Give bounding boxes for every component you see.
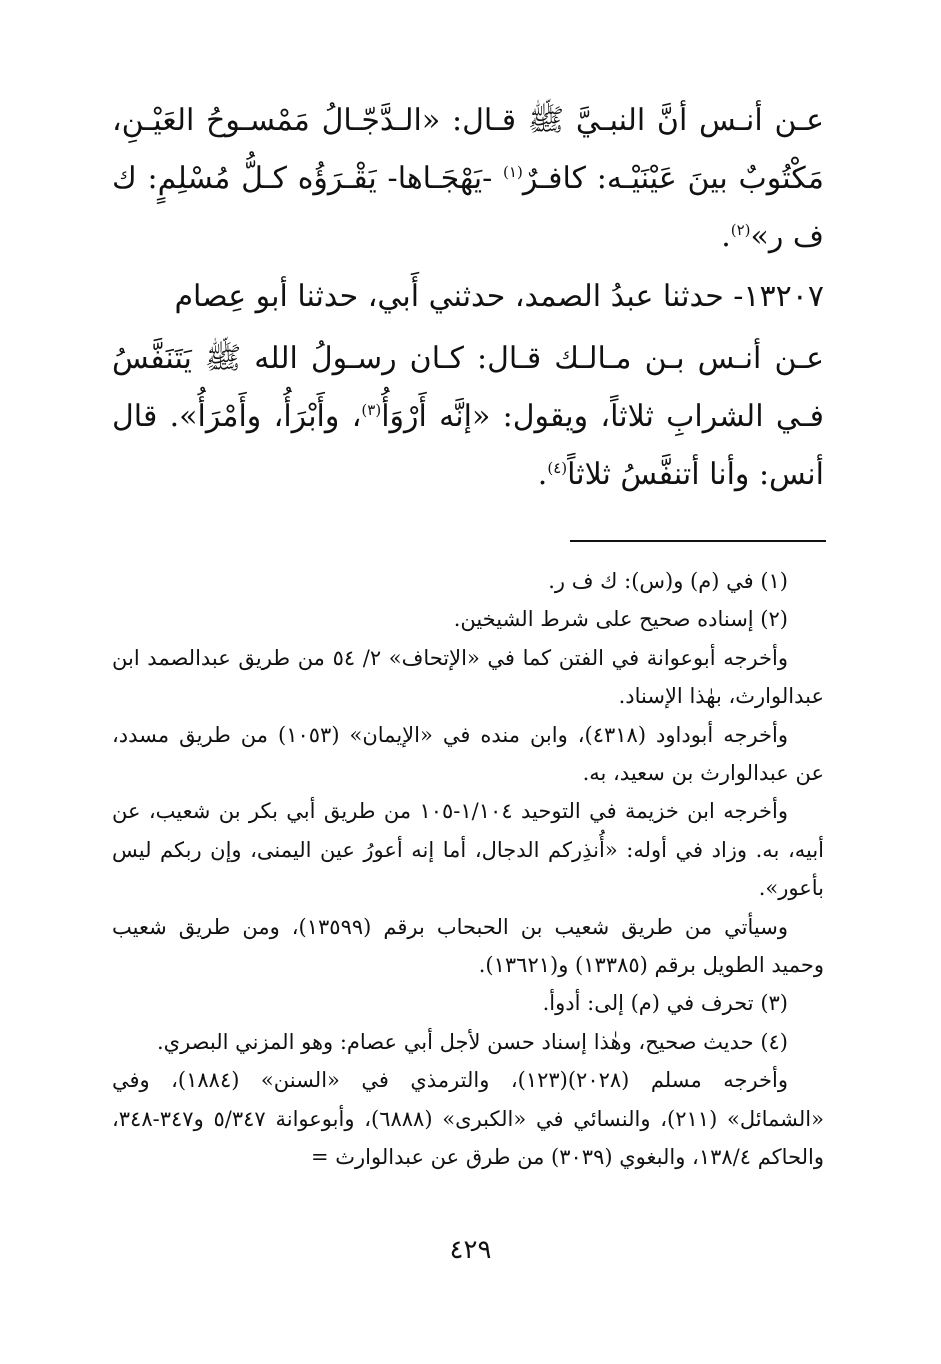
footnotes: [112, 562, 824, 1177]
footnote-paragraph: وأخرجه أبوداود (٤٣١٨)، وابن منده في «الإيمان» (١٠٥٣) من طريق مسدد، عن عبدالوارث بن سعيد، به.: [112, 722, 824, 786]
hadith-text-part: ، وأَبْرَأُ، وأَمْرَأُ». قال أنس: وأنا أتنفَّسُ ثلاثاً: [112, 399, 824, 492]
footnote-separator: [570, 540, 826, 542]
hadith-text-2: [112, 330, 824, 504]
hadith-text-part: .: [537, 457, 548, 492]
footnote-3: (٣) تحرف في (م) إلى: أدوأ.: [542, 991, 788, 1016]
hadith-text-1: [112, 92, 824, 266]
footnote-paragraph: وأخرجه مسلم (٢٠٢٨)(١٢٣)، والترمذي في «السنن» (١٨٨٤)، وفي «الشمائل» (٢١١)، والنسائي في «الكبرى» (٦٨٨٨)، وأبوعوانة ٥/٣٤٧ و٣٤٧-٣٤٨، والحاكم ١٣٨/٤، والبغوي (٣٠٣٩) من طرق عن عبدالوارث =: [112, 1068, 824, 1170]
hadith-chain: ١٣٢٠٧- حدثنا عبدُ الصمد، حدثني أَبي، حدثنا أبو عِصام: [174, 279, 824, 314]
hadith-paragraph: [112, 92, 824, 266]
footnote-1: (١) في (م) و(س): ك ف ر.: [548, 569, 788, 593]
footnote-paragraph: وأخرجه أبوعوانة في الفتن كما في «الإتحاف» ٢/ ٥٤ من طريق عبدالصمد ابن عبدالوارث، بهٰذا الإسناد.: [112, 645, 824, 709]
footnote-2: (٢) إسناده صحيح على شرط الشيخين.: [453, 607, 788, 632]
hadith-text-part: -يَهْجَـاها- يَقْـرَؤُه كـلُّ مُسْلِمٍ: ك ف ر»: [112, 161, 824, 254]
hadith-text-part: .: [721, 219, 731, 254]
footnote-marker: (٣): [361, 401, 382, 419]
footnote-paragraph: وسيأتي من طريق شعيب بن الحبحاب برقم (١٣٥٩٩)، ومن طريق شعيب وحميد الطويل برقم (١٣٣٨٥) و(١٣٦٢١).: [112, 914, 824, 978]
footnote-marker: (٢): [730, 221, 751, 239]
hadith-text-part: عـن أنـس أنَّ النبـيَّ ﷺ قـال: «الـدَّجّـالُ مَمْسـوحُ العَيْـنِ، مَكْتُوبٌ بينَ عَيْنَيْـه: كافـرٌ: [112, 103, 824, 196]
footnote-marker: (١): [503, 163, 523, 181]
hadith-paragraph: [112, 330, 824, 504]
footnote-paragraph: وأخرجه ابن خزيمة في التوحيد ١/١٠٤-١٠٥ من طريق أبي بكر بن شعيب، عن أبيه، به. وزاد في أوله: «أُنذِركم الدجال، أما إنه أعورُ عين اليمنى، وإن ربكم ليس بأعور».: [112, 799, 824, 901]
hadith-header: [112, 268, 824, 326]
footnote-marker: (٤): [547, 459, 568, 477]
page-number: ٤٢٩: [449, 1235, 492, 1265]
footnote-4: (٤) حديث صحيح، وهٰذا إسناد حسن لأجل أبي عصام: وهو المزني البصري.: [156, 1029, 788, 1054]
hadith-text-part: عـن أنـس بـن مـالـك قـال: كـان رسـولُ الله ﷺ يَتَنَفَّسُ فـي الشرابِ ثلاثاً، ويقول: «إنَّه أَرْوَأُ: [112, 341, 824, 434]
